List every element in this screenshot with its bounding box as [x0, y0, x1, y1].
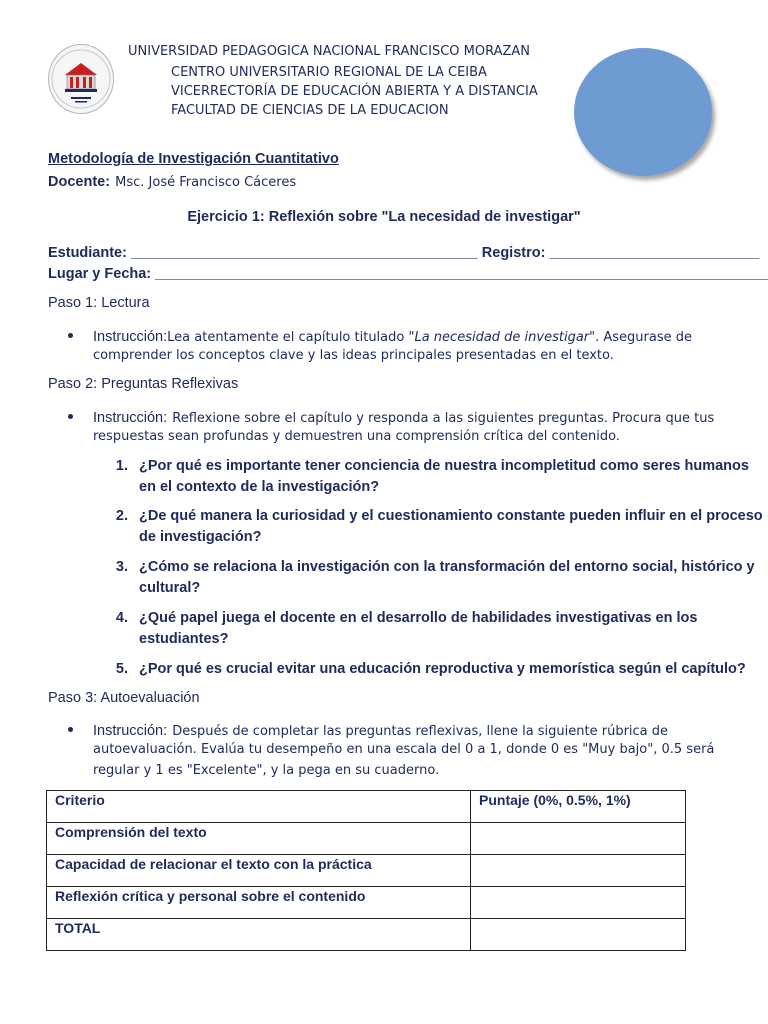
step2-text-a: Reflexione sobre el capítulo y responda a las siguientes preguntas. Procura que tus — [172, 411, 715, 426]
table-row — [47, 823, 686, 855]
rubric-header-criterio: Criterio — [47, 791, 471, 823]
student-line[interactable]: ___________________________________________ — [130, 245, 478, 261]
step3-label: Instrucción: — [93, 723, 168, 739]
table-row — [47, 919, 686, 951]
rubric-total: TOTAL — [47, 919, 471, 951]
table-row — [47, 855, 686, 887]
rubric-score-cell[interactable] — [471, 823, 686, 855]
step3-text-c: regular y 1 es "Excelente", y la pega en su cuaderno. — [93, 763, 440, 778]
header-university: UNIVERSIDAD PEDAGOGICA NACIONAL FRANCISCO MORAZAN — [128, 44, 531, 59]
step1-text-italic: "La necesidad de investigar" — [408, 330, 596, 345]
step1-text-c: comprender los conceptos clave y las ideas principales presentadas en el texto. — [93, 348, 614, 363]
rubric-score-cell[interactable] — [471, 919, 686, 951]
exercise-title: Ejercicio 1: Reflexión sobre "La necesidad de investigar" — [187, 209, 581, 225]
teacher-line — [48, 171, 296, 190]
question-3-line2: cultural? — [139, 580, 201, 596]
seal-drawing — [49, 45, 113, 113]
step3-title: Paso 3: Autoevaluación — [48, 690, 200, 706]
step1-text-a: Lea atentamente el capítulo titulado — [167, 330, 409, 345]
teacher-name: Msc. José Francisco Cáceres — [115, 175, 297, 190]
question-number: 2. — [115, 508, 128, 524]
place-line[interactable]: ____________________________________________________________________________ — [155, 266, 768, 282]
question-number: 5. — [115, 661, 128, 677]
table-row — [47, 887, 686, 919]
rubric-header-puntaje: Puntaje (0%, 0.5%, 1%) — [471, 791, 686, 823]
place-label: Lugar y Fecha: — [48, 266, 152, 282]
question-4-line2: estudiantes? — [139, 631, 229, 647]
rubric-criterion: Capacidad de relacionar el texto con la práctica — [47, 855, 471, 887]
rubric-criterion: Reflexión crítica y personal sobre el contenido — [47, 887, 471, 919]
university-seal-icon — [48, 44, 114, 114]
step1-text-b: . Asegurase de — [595, 330, 693, 345]
course-title: Metodología de Investigación Cuantitativo — [48, 151, 339, 167]
step3-text-b: autoevaluación. Evalúa tu desempeño en una escala del 0 a 1, donde 0 es "Muy bajo", 0.5 será — [93, 742, 715, 757]
blue-circle-placeholder — [574, 48, 712, 176]
student-label: Estudiante: — [48, 245, 127, 261]
step3-text-a: Después de completar las preguntas reflexivas, llene la siguiente rúbrica de — [172, 724, 669, 739]
question-1-line1: ¿Por qué es importante tener conciencia de nuestra incompletitud como seres humanos — [139, 458, 749, 474]
table-row — [47, 791, 686, 823]
bullet-icon — [68, 414, 73, 419]
header-faculty: FACULTAD DE CIENCIAS DE LA EDUCACION — [171, 103, 449, 118]
question-number: 1. — [115, 458, 128, 474]
header-vicerrectoria: VICERRECTORÍA DE EDUCACIÓN ABIERTA Y A DISTANCIA — [171, 84, 538, 99]
step1-title: Paso 1: Lectura — [48, 295, 150, 311]
question-number: 3. — [115, 559, 128, 575]
rubric-score-cell[interactable] — [471, 887, 686, 919]
question-number: 4. — [115, 610, 128, 626]
step2-instruction — [93, 407, 714, 426]
rubric-table — [46, 790, 686, 951]
question-1-line2: en el contexto de la investigación? — [139, 479, 380, 495]
bullet-icon — [68, 333, 73, 338]
header-center: CENTRO UNIVERSITARIO REGIONAL DE LA CEIBA — [171, 65, 487, 80]
step2-label: Instrucción: — [93, 410, 168, 426]
step2-text-b: respuestas sean profundas y demuestren una comprensión crítica del contenido. — [93, 429, 620, 444]
step1-instruction — [93, 326, 692, 345]
rubric-criterion: Comprensión del texto — [47, 823, 471, 855]
question-4-line1: ¿Qué papel juega el docente en el desarrollo de habilidades investigativas en los — [139, 610, 698, 626]
student-row — [48, 245, 759, 261]
question-2-line2: de investigación? — [139, 529, 262, 545]
step2-title: Paso 2: Preguntas Reflexivas — [48, 376, 239, 392]
step1-label: Instrucción: — [93, 329, 168, 345]
question-3-line1: ¿Cómo se relaciona la investigación con la transformación del entorno social, histórico y — [139, 559, 755, 575]
registro-label: Registro: — [481, 245, 546, 261]
registro-line[interactable]: __________________________ — [549, 245, 760, 261]
rubric-score-cell[interactable] — [471, 855, 686, 887]
bullet-icon — [68, 727, 73, 732]
place-row — [48, 266, 768, 282]
question-5-line1: ¿Por qué es crucial evitar una educación reproductiva y memorística según el capítulo? — [139, 661, 746, 677]
teacher-label: Docente: — [48, 174, 111, 190]
question-2-line1: ¿De qué manera la curiosidad y el cuestionamiento constante pueden influir en el proceso — [139, 508, 763, 524]
step3-instruction — [93, 720, 668, 739]
